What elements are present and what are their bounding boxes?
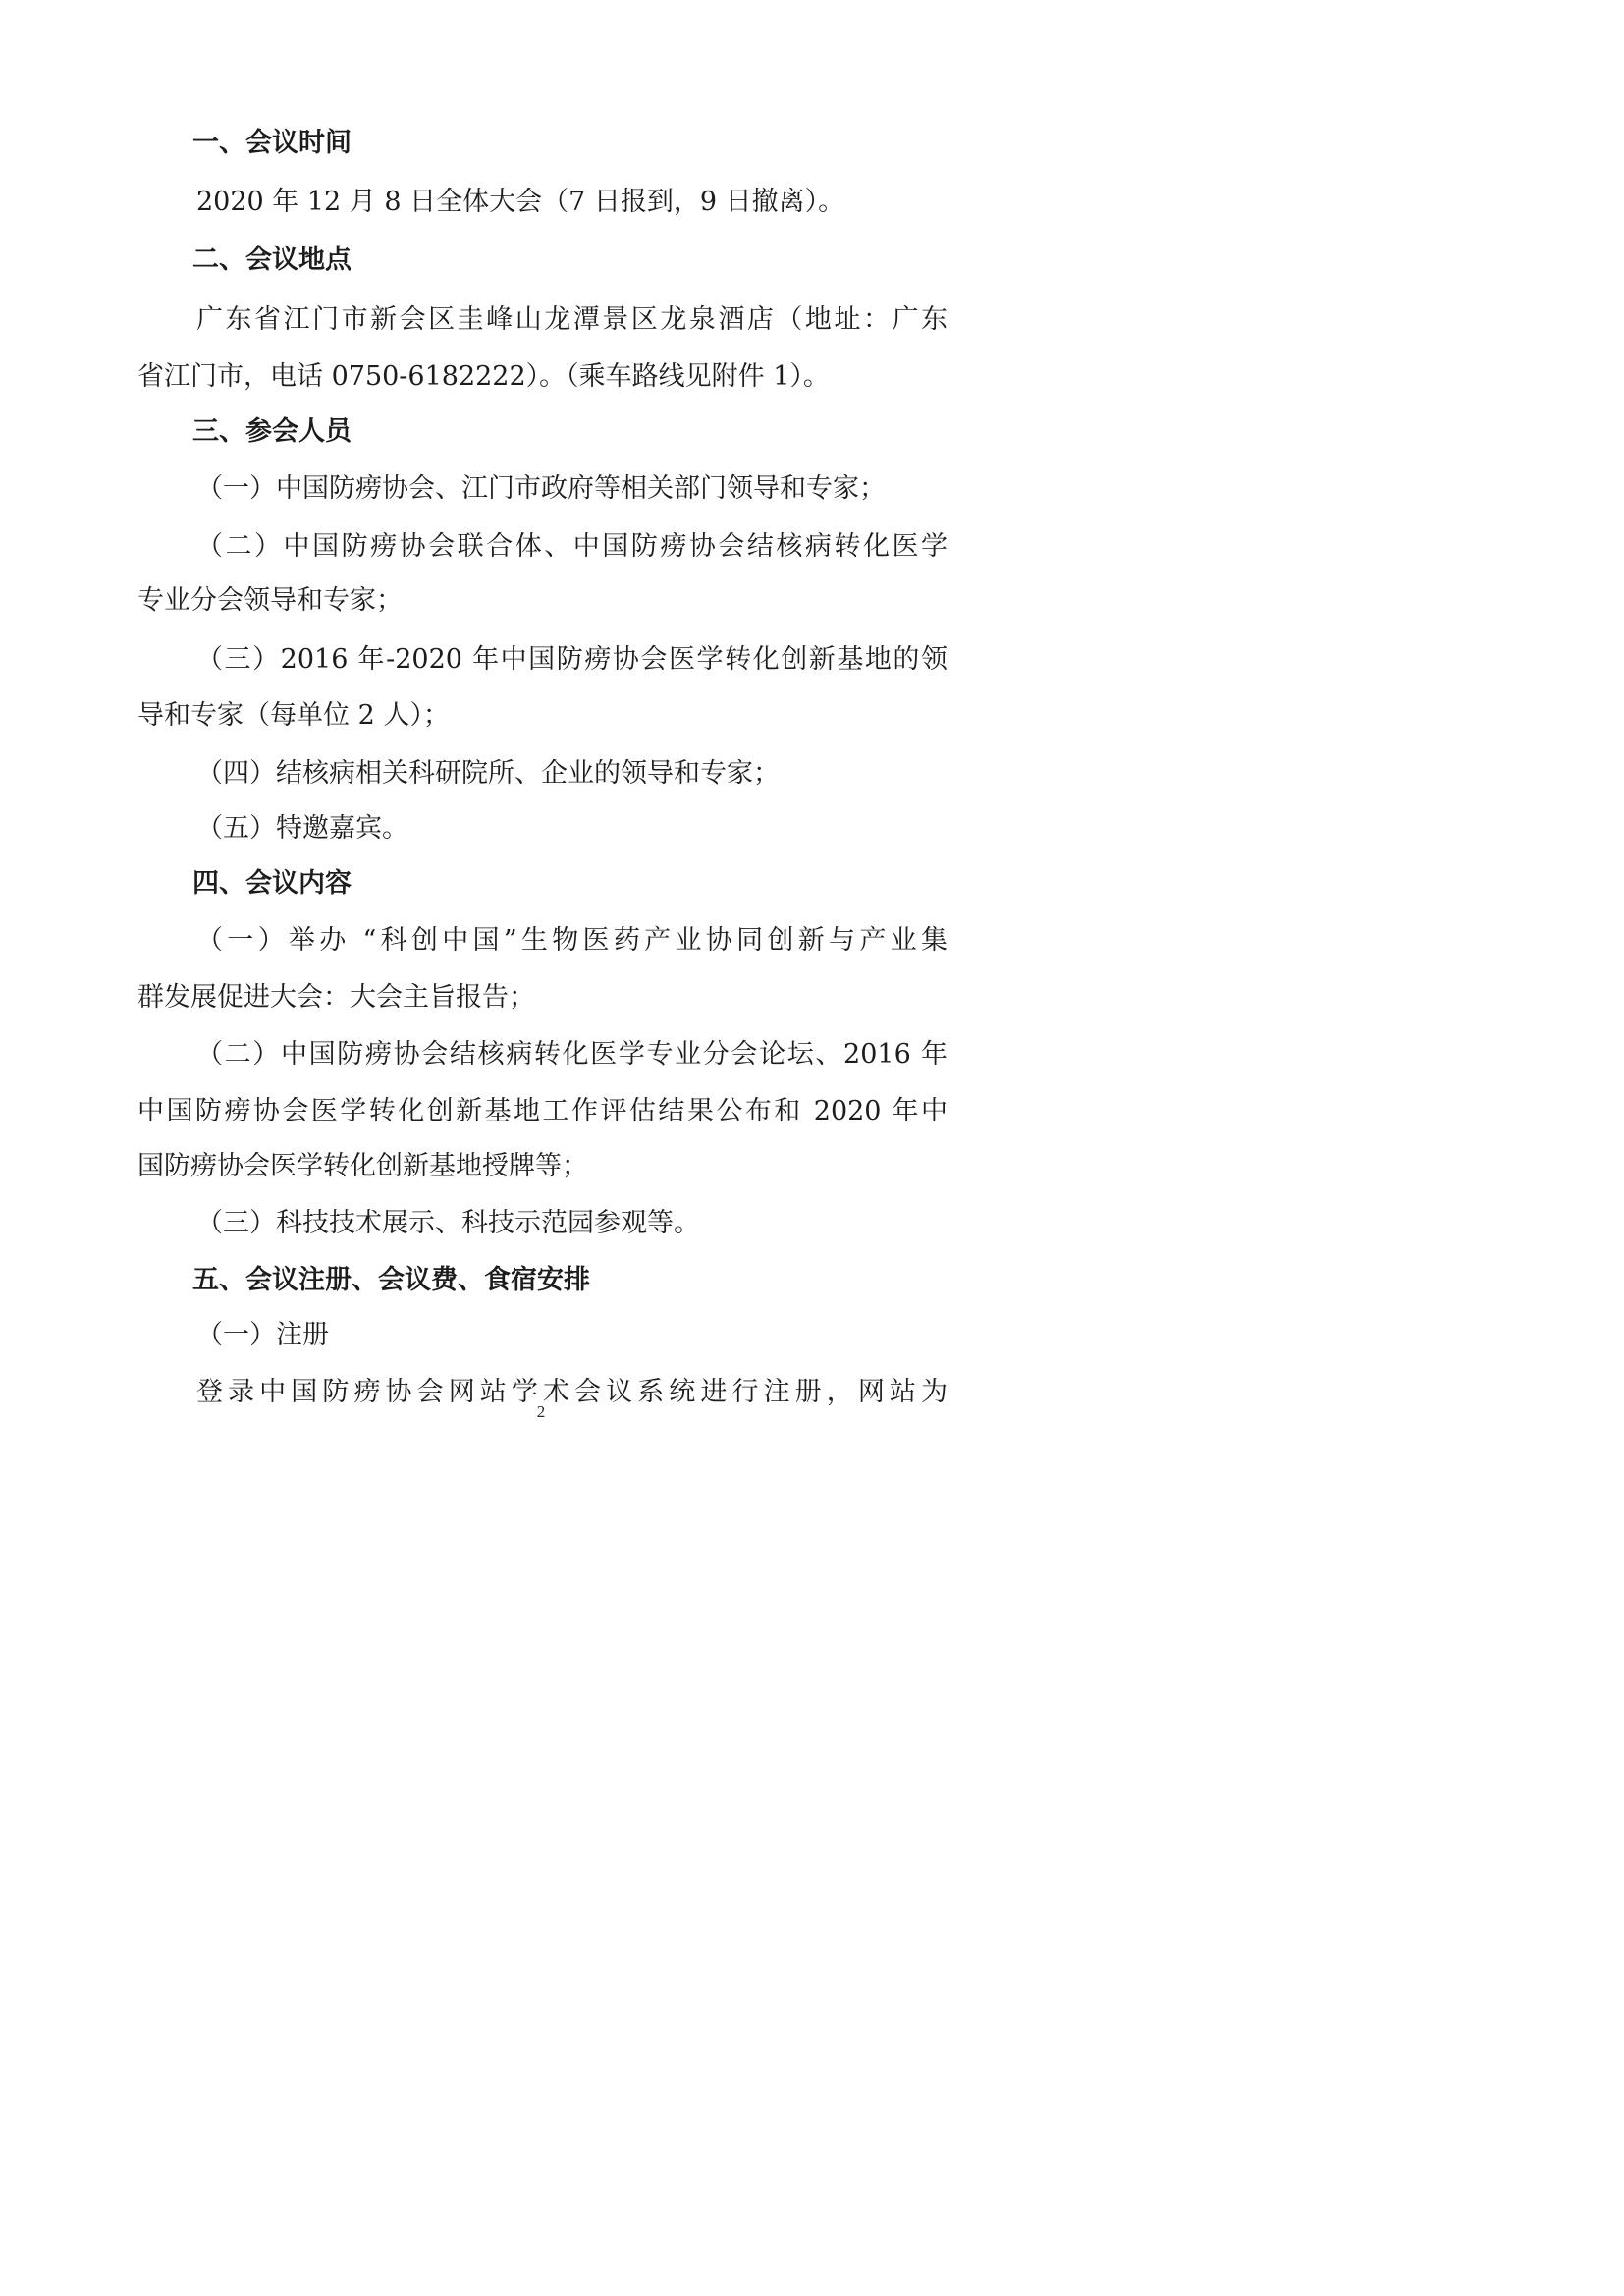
section-heading-text: 三、参会人员: [192, 416, 352, 447]
subsection-heading: [0, 1314, 1082, 1357]
section-heading-text: 四、会议内容: [192, 868, 352, 899]
paragraph-line: [0, 299, 1082, 342]
section-heading-text: 一、会议时间: [192, 128, 352, 158]
list-item: [0, 1202, 1082, 1245]
list-item: [0, 467, 1082, 511]
list-item-continuation: [0, 976, 1082, 1019]
section-heading-text: 二、会议地点: [192, 245, 352, 275]
subsection-heading-text: （一）注册: [196, 1320, 329, 1350]
list-item: [0, 1033, 1082, 1076]
list-item-text: （二）中国防痨协会结核病转化医学专业分会论坛、2016 年: [196, 1039, 947, 1069]
list-item-continuation: [0, 579, 1082, 623]
document-page: [0, 0, 1082, 1529]
list-item-text: 群发展促进大会：大会主旨报告；: [137, 982, 535, 1012]
section-heading-attendees: [0, 410, 1082, 454]
list-item-continuation: [0, 1090, 1082, 1133]
paragraph-line: [0, 355, 1082, 399]
paragraph-text: 登录中国防痨协会网站学术会议系统进行注册，网站为: [196, 1377, 947, 1407]
section-heading-registration: [0, 1259, 1082, 1302]
list-item-continuation: [0, 694, 1082, 738]
list-item: [0, 525, 1082, 569]
list-item-text: （三）科技技术展示、科技示范园参观等。: [196, 1208, 700, 1238]
section-heading-text: 五、会议注册、会议费、食宿安排: [192, 1265, 590, 1295]
page-number: 2: [536, 1402, 546, 1421]
list-item-text: （四）结核病相关科研院所、企业的领导和专家；: [196, 758, 780, 789]
paragraph-text: 省江门市，电话 0750-6182222）。（乘车路线见附件 1）。: [137, 361, 830, 392]
list-item-text: 国防痨协会医学转化创新基地授牌等；: [137, 1151, 588, 1181]
section-heading-meeting-venue: [0, 239, 1082, 282]
paragraph-text: 2020 年 12 月 8 日全体大会（7 日报到，9 日撤离）。: [196, 187, 845, 217]
list-item-text: 中国防痨协会医学转化创新基地工作评估结果公布和 2020 年中: [137, 1096, 947, 1126]
list-item-text: （一）中国防痨协会、江门市政府等相关部门领导和专家；: [196, 473, 886, 504]
list-item-text: 专业分会领导和专家；: [137, 585, 403, 616]
list-item-text: （二）中国防痨协会联合体、中国防痨协会结核病转化医学: [196, 531, 947, 562]
list-item: [0, 807, 1082, 850]
section-heading-meeting-time: [0, 122, 1082, 165]
list-item: [0, 919, 1082, 962]
list-item: [0, 638, 1082, 682]
section-heading-meeting-content: [0, 862, 1082, 905]
paragraph-text: 广东省江门市新会区圭峰山龙潭景区龙泉酒店（地址：广东: [196, 304, 947, 335]
list-item-text: （一）举办 “科创中国”生物医药产业协同创新与产业集: [196, 925, 947, 956]
list-item-text: 导和专家（每单位 2 人）；: [137, 700, 450, 731]
list-item-text: （五）特邀嘉宾。: [196, 813, 408, 844]
paragraph-line: [0, 181, 1082, 224]
list-item-continuation: [0, 1145, 1082, 1188]
list-item: [0, 752, 1082, 795]
list-item-text: （三）2016 年-2020 年中国防痨协会医学转化创新基地的领: [196, 644, 947, 675]
